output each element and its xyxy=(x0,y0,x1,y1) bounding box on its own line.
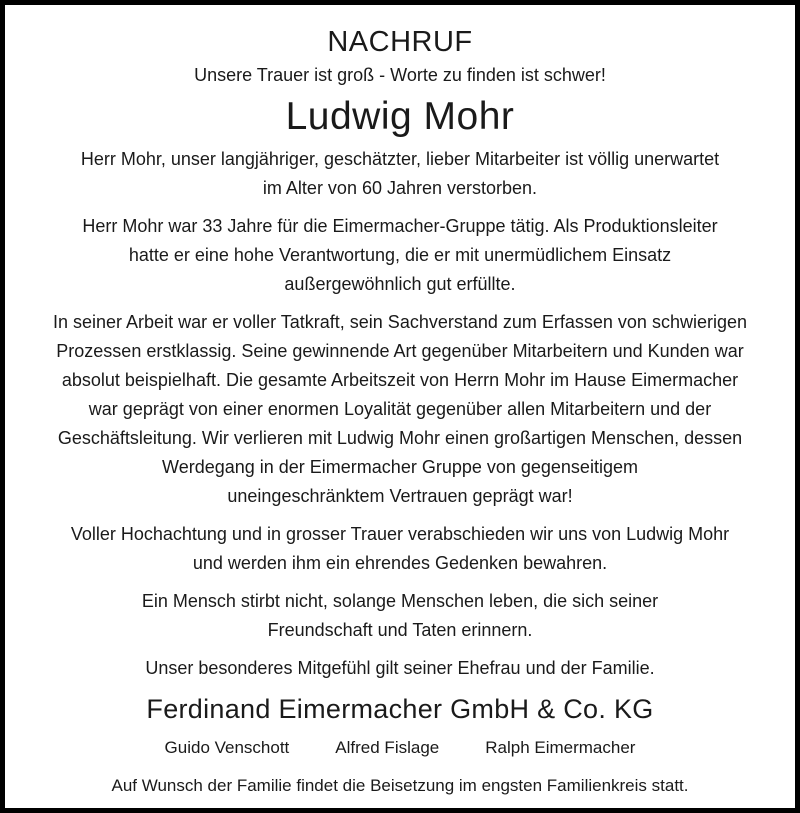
text-line: außergewöhnlich gut erfüllte. xyxy=(284,274,516,294)
company-name: Ferdinand Eimermacher GmbH & Co. KG xyxy=(146,694,654,724)
notice-subline: Unsere Trauer ist groß - Worte zu finden ist schwer! xyxy=(194,65,606,85)
text-line: Geschäftsleitung. Wir verlieren mit Ludwig Mohr einen großartigen Menschen, dessen xyxy=(57,428,743,448)
notice-heading: NACHRUF xyxy=(327,26,473,58)
text-line: Voller Hochachtung und in grosser Trauer verabschieden wir uns von Ludwig Mohr xyxy=(70,524,730,544)
text-line: Herr Mohr war 33 Jahre für die Eimermacher-Gruppe tätig. Als Produktionsleiter xyxy=(82,216,718,236)
paragraph-quote xyxy=(23,587,777,645)
signer-name: Guido Venschott xyxy=(164,738,290,757)
paragraph-condolence xyxy=(23,654,777,683)
signer-name: Ralph Eimermacher xyxy=(485,738,636,757)
text-line: Herr Mohr, unser langjähriger, geschätzter, lieber Mitarbeiter ist völlig unerwartet xyxy=(80,149,720,169)
signer-name: Alfred Fislage xyxy=(335,738,440,757)
text-line: Freundschaft und Taten erinnern. xyxy=(267,620,533,640)
text-line: Werdegang in der Eimermacher Gruppe von gegenseitigem xyxy=(162,457,638,477)
paragraph-career xyxy=(23,212,777,299)
text-line: war geprägt von einer enormen Loyalität gegenüber allen Mitarbeitern und der xyxy=(88,399,712,419)
text-line: uneingeschränktem Vertrauen geprägt war! xyxy=(227,486,573,506)
deceased-name: Ludwig Mohr xyxy=(285,95,515,138)
paragraph-death-announcement xyxy=(23,145,777,203)
text-line: Ein Mensch stirbt nicht, solange Menschen leben, die sich seiner xyxy=(141,591,659,611)
text-line: und werden ihm ein ehrendes Gedenken bewahren. xyxy=(192,553,608,573)
text-line: im Alter von 60 Jahren verstorben. xyxy=(262,178,538,198)
text-line: Prozessen erstklassig. Seine gewinnende Art gegenüber Mitarbeitern und Kunden war xyxy=(56,341,744,361)
paragraph-tribute xyxy=(23,308,777,511)
signers-row xyxy=(23,736,777,760)
text-line: absolut beispielhaft. Die gesamte Arbeitszeit von Herrn Mohr im Hause Eimermacher xyxy=(61,370,739,390)
paragraph-farewell xyxy=(23,520,777,578)
funeral-note: Auf Wunsch der Familie findet die Beisetzung im engsten Familienkreis statt. xyxy=(111,776,689,795)
text-line: hatte er eine hohe Verantwortung, die er mit unermüdlichem Einsatz xyxy=(128,245,672,265)
text-line: In seiner Arbeit war er voller Tatkraft, sein Sachverstand zum Erfassen von schwierigen xyxy=(53,312,747,332)
text-line: Unser besonderes Mitgefühl gilt seiner Ehefrau und der Familie. xyxy=(145,658,655,678)
